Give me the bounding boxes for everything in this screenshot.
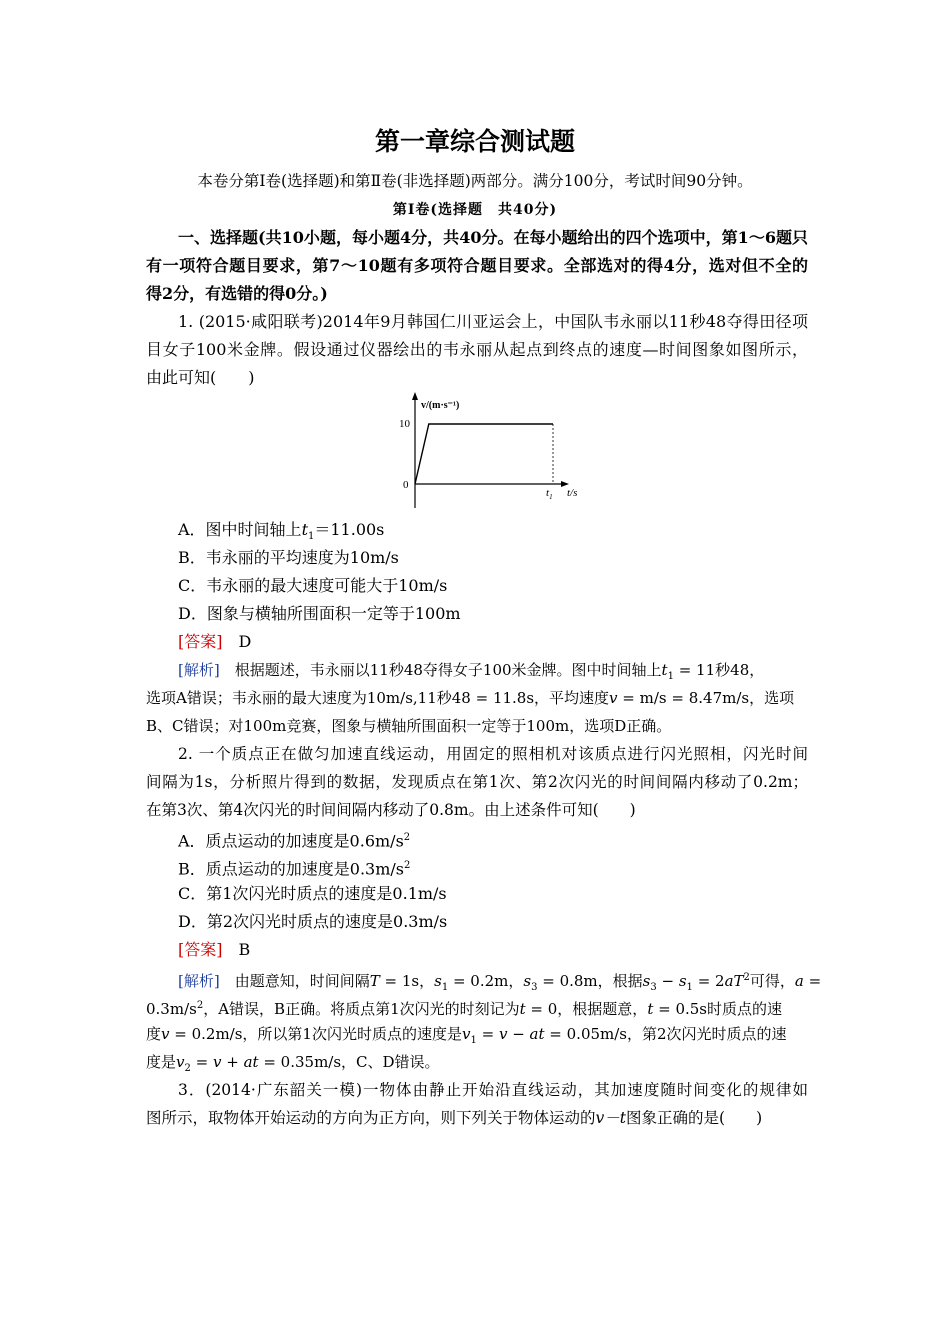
- q2-option-d[interactable]: D．第2次闪光时质点的速度是0.3m/s: [178, 912, 448, 931]
- q2-stem: 2. 一个质点正在做匀加速直线运动，用固定的照相机对该质点进行闪光照相，闪光时间: [178, 745, 808, 763]
- velocity-series-line: [415, 424, 553, 484]
- q2-analysis: [解析] 由题意知，时间间隔T = 1s，$s_1 = 0.2m$，$s_3 = 0.8m$，根据$s_3 - s_1 = 2aT^2$可得，a =: [178, 972, 822, 993]
- q1-analysis: 选项A错误；韦永丽的最大速度为10m/s,11秒48 = 11.8s，平均速度v = m/s = 8.47m/s，选项: [146, 689, 795, 707]
- q1-analysis: B、C错误；对100m竞赛，图象与横轴所围面积一定等于100m，选项D正确。: [146, 717, 672, 735]
- q2-option-c[interactable]: C．第1次闪光时质点的速度是0.1m/s: [178, 884, 447, 903]
- instructions-line: 一、选择题(共10小题，每小题4分，共40分。在每小题给出的四个选项中，第1～6题只: [178, 228, 808, 247]
- x-axis-label: t/s: [567, 487, 578, 499]
- q1-option-a[interactable]: A．图中时间轴上$t_1=11.00s$: [178, 520, 385, 543]
- instructions-line: 得2分，有选错的得0分。): [146, 284, 328, 303]
- velocity-time-chart: [385, 390, 595, 515]
- q1-option-c[interactable]: C．韦永丽的最大速度可能大于10m/s: [178, 576, 448, 595]
- y-axis-label: v/(m·s⁻¹): [421, 400, 460, 411]
- instructions-line: 有一项符合题目要求，第7～10题有多项符合题目要求。全部选对的得4分，选对但不全的: [146, 256, 808, 275]
- q2-stem: 在第3次、第4次闪光的时间间隔内移动了0.8m。由上述条件可知( ): [146, 801, 636, 819]
- section-heading: 第Ⅰ卷(选择题 共40分): [392, 202, 558, 218]
- q1-answer: [答案] D: [178, 632, 252, 651]
- page-title: 第一章综合测试题: [374, 127, 575, 156]
- q1-analysis: [解析] 根据题述，韦永丽以11秒48夺得女子100米金牌。图中时间轴上$t_1 = 11$秒48，: [178, 661, 765, 682]
- q1-option-d[interactable]: D．图象与横轴所围面积一定等于100m: [178, 604, 461, 623]
- y-axis-arrow: [412, 392, 418, 400]
- q2-analysis: 度是$v_2 = v$ + at = 0.35m/s，C、D错误。: [146, 1053, 440, 1074]
- q2-option-a[interactable]: A．质点运动的加速度是$0.6m/s^2$: [178, 831, 411, 851]
- q2-analysis: $0.3m/s^2$，A错误，B正确。将质点第1次闪光的时刻记为t = 0，根据题意，t = 0.5s时质点的速: [146, 1000, 783, 1018]
- x-tick-label: $t_1$: [546, 487, 553, 501]
- y-tick-label: 10: [399, 418, 410, 430]
- q2-stem: 间隔为1s，分析照片得到的数据，发现质点在第1次、第2次闪光的时间间隔内移动了0.2m；: [146, 773, 808, 791]
- exam-intro: 本卷分第Ⅰ卷(选择题)和第Ⅱ卷(非选择题)两部分。满分100分，考试时间90分钟。: [197, 172, 753, 190]
- q3-stem: 3．(2014·广东韶关一模)一物体由静止开始沿直线运动，其加速度随时间变化的规律如: [178, 1081, 808, 1099]
- q2-answer: [答案] B: [178, 940, 251, 959]
- origin-label: 0: [403, 479, 409, 491]
- q2-option-b[interactable]: B．质点运动的加速度是$0.3m/s^2$: [178, 859, 411, 879]
- q1-option-b[interactable]: B．韦永丽的平均速度为10m/s: [178, 548, 399, 567]
- q1-stem: 目女子100米金牌。假设通过仪器绘出的韦永丽从起点到终点的速度—时间图象如图所示，: [146, 340, 808, 359]
- q1-stem: 1. (2015·咸阳联考)2014年9月韩国仁川亚运会上，中国队韦永丽以11秒48夺得田径项: [178, 312, 808, 331]
- q1-stem: 由此可知( ): [146, 368, 255, 387]
- q2-analysis: 度v = 0.2m/s，所以第1次闪光时质点的速度是$v_1 = v$ − at = 0.05m/s，第2次闪光时质点的速: [146, 1025, 787, 1046]
- q3-stem: 图所示，取物体开始运动的方向为正方向，则下列关于物体运动的v－t图象正确的是( ): [146, 1109, 763, 1127]
